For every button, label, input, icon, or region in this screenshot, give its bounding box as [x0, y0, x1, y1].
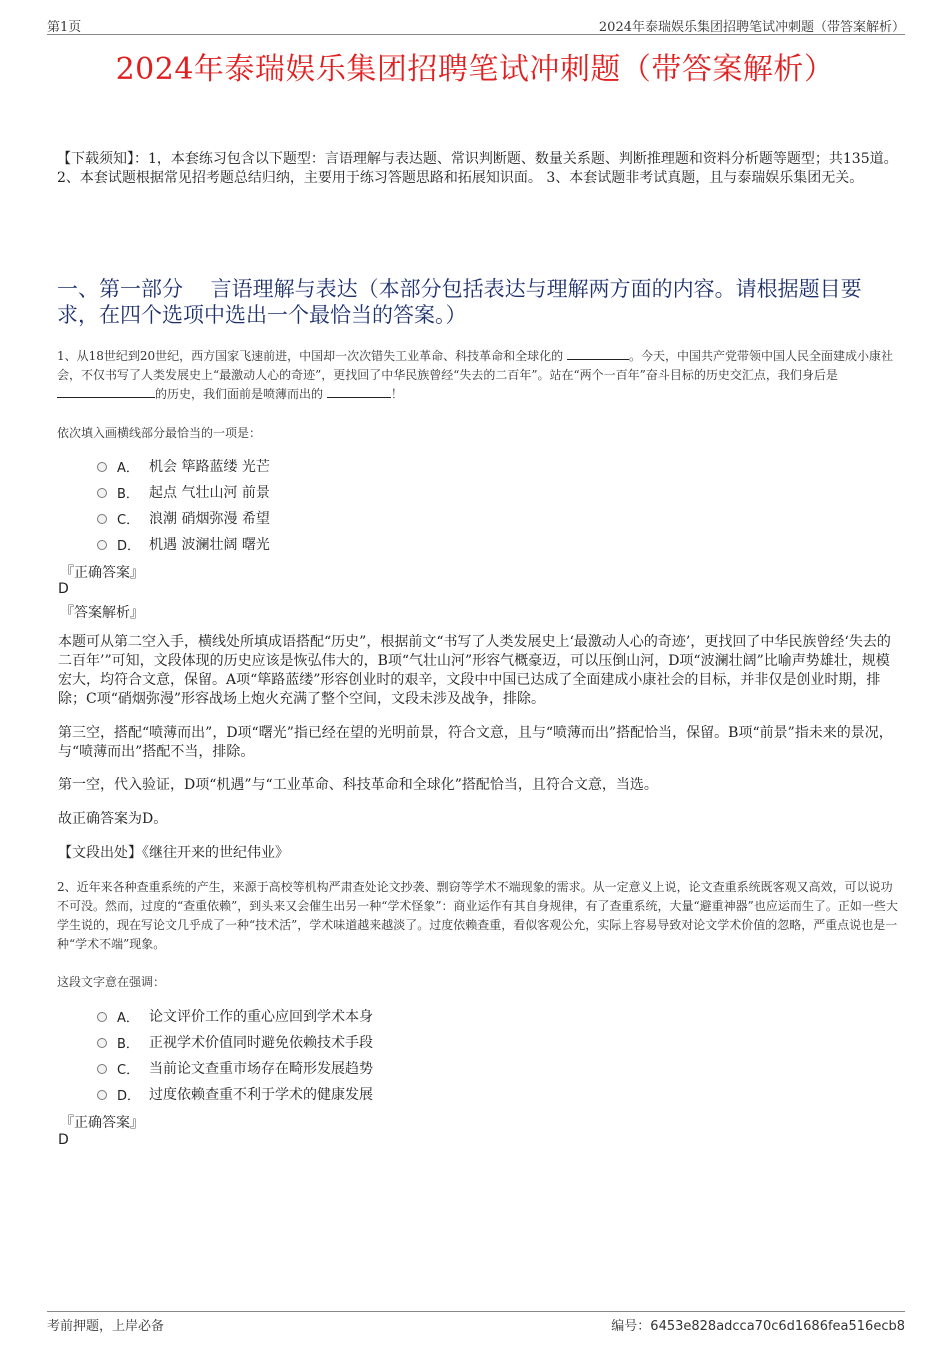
download-notice: 【下载须知】：1，本套练习包含以下题型：言语理解与表达题、常识判断题、数量关系题、判断推理题和资料分析题等题型；共135道。 2、本套试题根据常见招考题总结归纳，主要用于练习答题思路和拓展知识面。 3、本套试题非考试真题，且与泰瑞娱乐集团无关。	[57, 151, 898, 186]
radio-icon[interactable]	[97, 1090, 107, 1100]
page-footer	[47, 1311, 905, 1332]
option-text: 浪潮 硝烟弥漫 希望	[149, 511, 270, 527]
question-1-source: 【文段出处】《继往开来的世纪伟业》	[58, 845, 289, 861]
question-1-option-c[interactable]	[97, 505, 270, 531]
question-2-answer: D	[58, 1132, 69, 1148]
question-1-analysis-paragraph-4: 故正确答案为D。	[58, 811, 168, 827]
question-2-option-d[interactable]	[97, 1081, 373, 1107]
question-1-analysis-paragraph-1: 本题可从第二空入手，横线处所填成语搭配“历史”，根据前文“书写了人类发展史上‘最激动人心的奇迹’，更找回了中华民族曾经‘失去的二百年’”可知，文段体现的历史应该是恢弘伟大的，B项“气壮山河”形容气概豪迈，可以压倒山河，D项“波澜壮阔”比喻声势雄壮，规模宏大，均符合文意，保留。A项“筚路蓝缕”形容创业时的艰辛，文段中中国已达成了全面建成小康社会的目标，并非仅是创业时期，排除；C项“硝烟弥漫”形容战场上炮火充满了整个空间，文段未涉及战争，排除。	[58, 634, 891, 707]
question-1-text-part-d: ！	[390, 387, 403, 401]
question-1-text-part-c: 的历史，我们面前是喷薄而出的	[155, 387, 327, 401]
question-1-blank-2	[57, 385, 155, 398]
question-1-option-a[interactable]	[97, 453, 270, 479]
option-text: 论文评价工作的重心应回到学术本身	[149, 1009, 373, 1025]
radio-icon[interactable]	[97, 1038, 107, 1048]
header-doc-title: 2024年泰瑞娱乐集团招聘笔试冲刺题（带答案解析）	[598, 20, 905, 35]
option-letter: A．	[117, 1010, 139, 1026]
option-text: 当前论文查重市场存在畸形发展趋势	[149, 1061, 373, 1077]
option-letter: A．	[117, 460, 139, 476]
radio-icon[interactable]	[97, 540, 107, 550]
section-heading: 一、第一部分 言语理解与表达（本部分包括表达与理解两方面的内容。请根据题目要求，在四个选项中选出一个最恰当的答案。）	[57, 277, 862, 327]
question-1-answer-label: 『正确答案』	[60, 565, 144, 581]
question-2-prompt: 这段文字意在强调：	[57, 975, 166, 989]
option-text: 起点 气壮山河 前景	[149, 485, 270, 501]
page-number: 第1页	[47, 20, 82, 35]
footer-code	[611, 1315, 905, 1334]
radio-icon[interactable]	[97, 1012, 107, 1022]
question-1-text	[57, 347, 898, 404]
question-1-option-b[interactable]	[97, 479, 270, 505]
question-1-prompt: 依次填入画横线部分最恰当的一项是：	[57, 426, 262, 440]
option-letter: B．	[117, 486, 139, 502]
option-text: 机遇 波澜壮阔 曙光	[149, 537, 270, 553]
footer-slogan: 考前押题，上岸必备	[47, 1319, 165, 1334]
option-letter: B．	[117, 1036, 139, 1052]
footer-code-value: 6453e828adcca70c6d1686fea516ecb8	[650, 1319, 905, 1334]
radio-icon[interactable]	[97, 488, 107, 498]
question-1-answer: D	[58, 581, 69, 597]
option-letter: D．	[117, 1088, 141, 1104]
option-text: 正视学术价值同时避免依赖技术手段	[149, 1035, 373, 1051]
question-2-option-b[interactable]	[97, 1029, 373, 1055]
option-letter: C．	[117, 1062, 140, 1078]
question-2-option-a[interactable]	[97, 1003, 373, 1029]
question-1-options	[97, 453, 270, 557]
question-2-answer-label: 『正确答案』	[60, 1115, 144, 1131]
question-1-text-part-a: 1、从18世纪到20世纪，西方国家飞速前进，中国却一次次错失工业革命、科技革命和全球化的	[57, 349, 567, 363]
option-letter: D．	[117, 538, 141, 554]
footer-code-label: 编号：	[611, 1319, 651, 1334]
question-1-analysis-paragraph-3: 第一空，代入验证，D项“机遇”与“工业革命、科技革命和全球化”搭配恰当，且符合文意，当选。	[58, 777, 658, 793]
question-1-text-part-b: 。今天，中国共产党带领中国人民全面建成小康社会，不仅书写了人类发展史上“最激动人心的奇迹”，更找回了中华民族曾经“失去的二百年”。站在“两个一百年”奋斗目标的历史交汇点，我们身后是	[57, 349, 894, 382]
question-2-text: 2、近年来各种查重系统的产生，来源于高校等机构严肃查处论文抄袭、剽窃等学术不端现象的需求。从一定意义上说，论文查重系统既客观又高效，可以说功不可没。然而，过度的“查重依赖”，到头来又会催生出另一种“学术怪象”：商业运作有其自身规律，有了查重系统，大量“避重神器”也应运而生了。正如一些大学生说的，现在写论文几乎成了一种“技术活”，学术味道越来越淡了。过度依赖查重，看似客观公允，实际上容易导致对论文学术价值的忽略，严重点说也是一种“学术不端”现象。	[57, 880, 898, 951]
question-1-analysis-paragraph-2: 第三空，搭配“喷薄而出”，D项“曙光”指已经在望的光明前景，符合文意，且与“喷薄而出”搭配恰当，保留。B项“前景”指未来的景况，与“喷薄而出”搭配不当，排除。	[58, 725, 893, 760]
document-title: 2024年泰瑞娱乐集团招聘笔试冲刺题（带答案解析）	[115, 52, 835, 87]
question-1-blank-1	[567, 347, 629, 360]
question-1-blank-3	[327, 385, 391, 398]
radio-icon[interactable]	[97, 1064, 107, 1074]
radio-icon[interactable]	[97, 514, 107, 524]
option-text: 机会 筚路蓝缕 光芒	[149, 459, 270, 475]
question-1-option-d[interactable]	[97, 531, 270, 557]
option-letter: C．	[117, 512, 140, 528]
question-2-options	[97, 1003, 373, 1107]
question-1-analysis-label: 『答案解析』	[60, 605, 144, 621]
question-2-option-c[interactable]	[97, 1055, 373, 1081]
radio-icon[interactable]	[97, 462, 107, 472]
option-text: 过度依赖查重不利于学术的健康发展	[149, 1087, 373, 1103]
page-header	[47, 14, 905, 35]
